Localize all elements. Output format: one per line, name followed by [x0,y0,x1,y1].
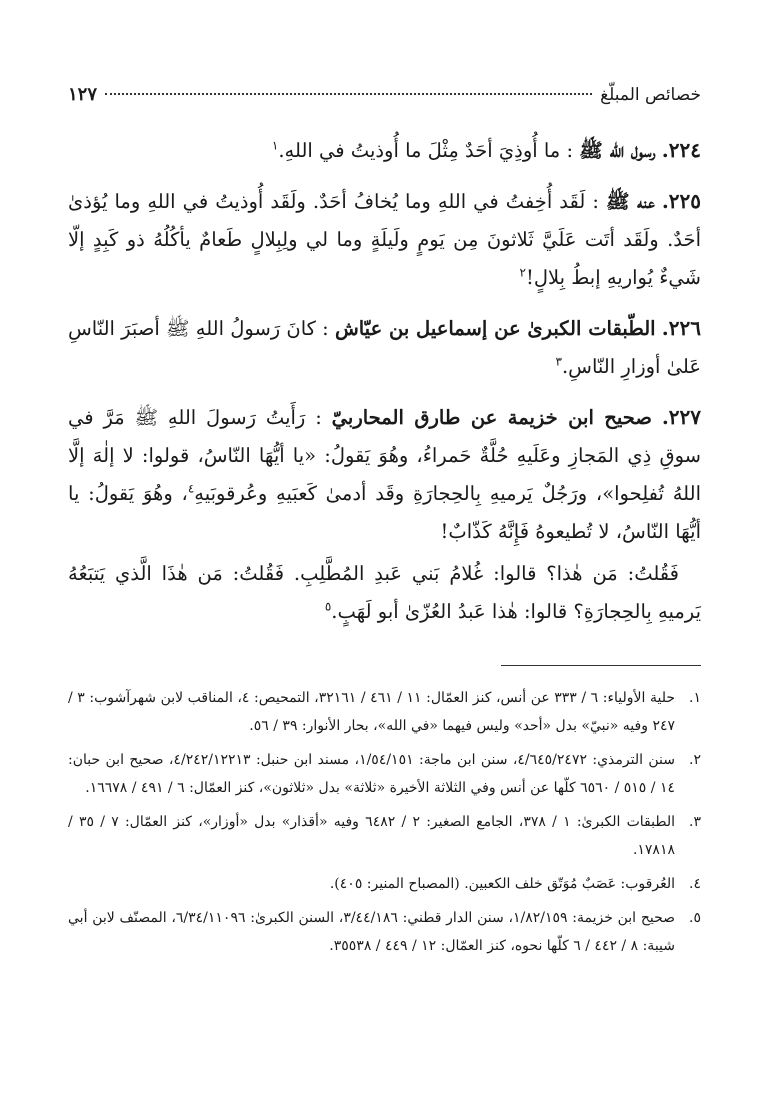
page-number: ١٢٧ [68,84,98,105]
footnote-text: صحيح ابن خزيمة: ١/٨٢/١٥٩، سنن الدار قطني: ٣/٤٤/١٨٦، السنن الكبرىٰ: ٦/٣٤/١١٠٩٦، المصنّف لابن أبي شيبة: ٨ / ٤٤٢ / ٦ كلّها نحوه، كنز العمّال: ١٢ / ٤٤٩ / ٣٥٥٣٨. [68,910,676,954]
hadith-entry-227 [68,398,701,631]
entry-text: : لَقَد أُخِفتُ في اللهِ وما يُخافُ أحَدٌ. ولَقَد أُوذيتُ في اللهِ وما يُؤذىٰ أحَدٌ. ولَقَد أتَت عَلَيَّ ثَلاثونَ مِن يَومٍ ولَيلَةٍ وما لي ولِبِلالٍ طَعامٌ يأكُلُهُ ذو كَبِدٍ إلّا شَيءٌ يُواريهِ إبطُ بِلالٍ! [68,190,701,289]
footnote-ref[interactable]: ٤ [187,481,195,496]
footnote-number: ٣. [689,814,701,830]
header-dot-leader [105,93,592,95]
hadith-entry-225 [68,182,701,297]
entry-text-after: ، وهُوَ يَقولُ: يا أيُّهَا النّاسُ، لا تُطيعوهُ فَإِنَّهُ كَذّابٌ! [68,482,701,543]
footnote-number: ٢. [689,752,701,768]
footnote-text: حلية الأولياء: ٦ / ٣٣٣ عن أنس، كنز العمّال: ١١ / ٤٦١ / ٣٢١٦١، التمحيص: ٤، المناقب لابن شهرآشوب: ٣ / ٢٤٧ وفيه «نبيّ» بدل «أحد» وليس فيهما «في الله»، بحار الأنوار: ٣٩ / ٥٦. [68,690,676,734]
footnotes [68,684,701,960]
footnote-ref[interactable]: ١ [271,138,279,153]
entry-continuation: فَقُلتُ: مَن هٰذا؟ قالوا: غُلامُ بَني عَبدِ المُطَّلِبِ. فَقُلتُ: مَن هٰذَا الَّذي يَتبَعُهُ يَرميهِ بِالحِجارَةِ؟ قالوا: هٰذا عَبدُ العُزّىٰ أبو لَهَبٍ. [68,562,701,623]
running-header [68,84,701,105]
footnote-text: الطبقات الكبرىٰ: ١ / ٣٧٨، الجامع الصغير: ٢ / ٦٤٨٢ وفيه «أقذار» بدل «أوزار»، كنز العمّال: ٧ / ٣٥ / ١٧٨١٨. [68,814,675,858]
footnote-number: ٥. [689,910,701,926]
hadith-entry-224 [68,131,701,170]
footnote-2 [68,746,701,802]
hadith-entry-226 [68,309,701,386]
footnote-ref[interactable]: ٥ [324,599,332,614]
footnote-5 [68,904,701,960]
footnote-number: ١. [689,690,701,706]
entry-source: عنه ﷺ [606,190,655,213]
entry-source: الطّبقات الكبرىٰ عن إسماعيل بن عيّاش [334,317,656,340]
footnote-4 [68,870,701,898]
header-title: خصائص المبلّغ [600,85,701,105]
entry-number: ٢٢٧. [661,405,702,429]
entry-number: ٢٢٤. [661,138,701,162]
footnote-ref[interactable]: ٣ [555,354,562,369]
footnote-separator [501,665,701,666]
entry-number: ٢٢٦. [661,316,701,340]
footnote-text: العُرقوب: عَصَبٌ مُوَتّق خلف الكعبين. (المصباح المنير: ٤٠٥). [329,876,675,892]
entry-text: : كانَ رَسولُ اللهِ ﷺ أصبَرَ النّاسِ عَلىٰ أوزارِ النّاسِ. [67,317,701,378]
entry-source: رسول الله ﷺ [579,139,656,162]
footnote-ref[interactable]: ٢ [519,265,526,280]
footnote-number: ٤. [689,876,701,892]
footnote-1 [68,684,701,740]
footnote-text: سنن الترمذي: ٤/٦٤٥/٢٤٧٢، سنن ابن ماجة: ١/٥٤/١٥١، مسند ابن حنبل: ٤/٢٤٢/١٢٢١٣، صحيح ابن حبان: ١٤ / ٥١٥ / ٦٥٦٠ كلّها عن أنس وفي الثلاثة الأخيرة «ثلاثة» بدل «ثلاثون»، كنز العمّال: ٦ / ٤٩١ / ١٦٦٧٨. [68,752,675,796]
entry-source: صحيح ابن خزيمة عن طارق المحاربيّ [331,406,652,429]
entry-number: ٢٢٥. [661,189,702,213]
entry-text: : رَأَيتُ رَسولَ اللهِ ﷺ مَرَّ في سوقِ ذِي المَجازِ وعَلَيهِ حُلَّةٌ حَمراءُ، وهُوَ يَقولُ: «يا أيُّهَا النّاسُ، قولوا: لا إلٰهَ إلَّا اللهُ تُفلِحوا»، ورَجُلٌ يَرميهِ بِالحِجارَةِ وقَد أدمىٰ كَعبَيهِ وعُرقوبَيهِ [68,406,701,505]
entry-text: : ما أُوذِيَ أحَدٌ مِثْلَ ما أُوذيتُ في اللهِ. [278,139,574,162]
footnote-3 [68,808,701,864]
